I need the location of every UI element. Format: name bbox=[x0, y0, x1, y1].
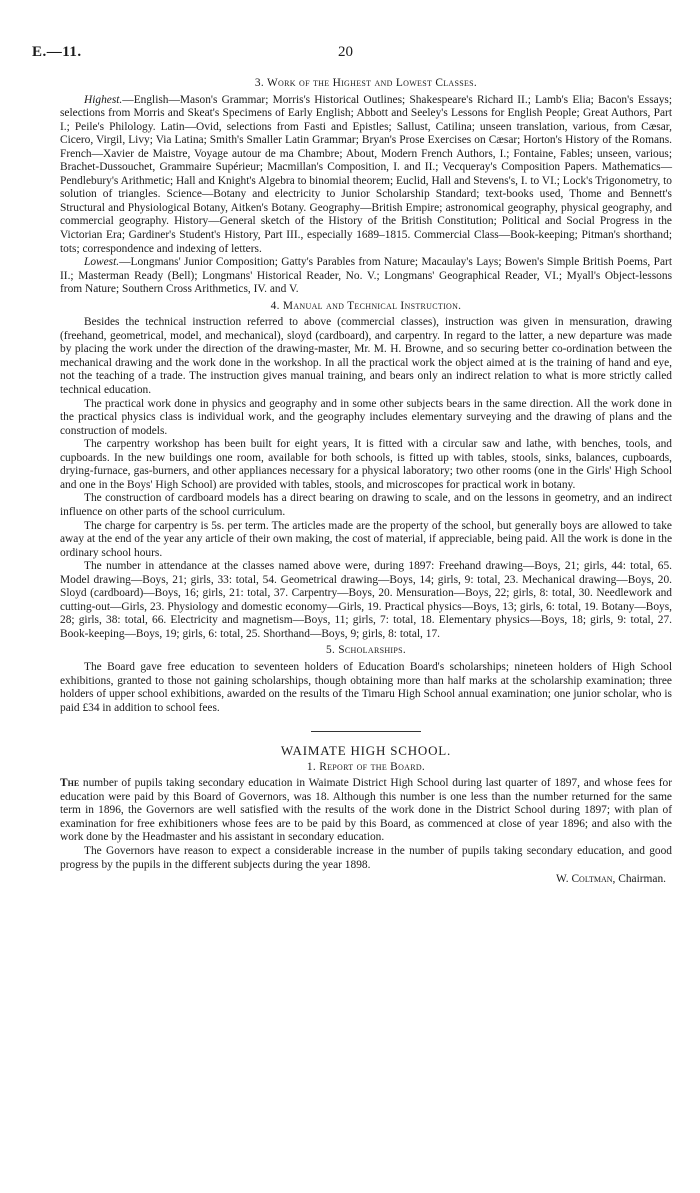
paragraph-carpentry-workshop: The carpentry workshop has been built for eight years, It is fitted with a circular saw and lathe, with benches, tools, and cupboards. In the new buildings one room, available for both schools, is fitted up with tables, stools, sinks, balances, cupboards, drying-furnace, gas-burners, and other appliances necessary for a physical laboratory; two other rooms (one in the Girls' High School and one in the Boys' High School) are provided with tables, stools, and microscopes for practical work in botany. bbox=[60, 438, 672, 491]
signature bbox=[60, 873, 672, 887]
section-heading-scholarships: 5. Scholarships. bbox=[325, 644, 407, 657]
lowest-text: —Longmans' Junior Composition; Gatty's Parables from Nature; Macaulay's Lays; Bowen's Simple British Poems, Part II.; Masterman Ready (Bell); Longmans' Historical Reader, No. V.; Longmans' Geographical Reader, VI.; Myall's Object-lessons from Nature; Southern Cross Arithmetics, IV. and V. bbox=[60, 256, 672, 296]
highest-lead: Highest. bbox=[84, 93, 123, 106]
paragraph-technical-instruction: Besides the technical instruction referred to above (commercial classes), instruction was given in mensuration, drawing (freehand, geometrical, model, and mechanical), sloyd (cardboard), and carpentry. In regard to the latter, a new departure was made by placing the work under the direction of the drawing-master, Mr. M. H. Browne, and so securing better co-ordination between the mechanical drawing and the work done in the workshop. In all the practical work the object aimed at is the training of hand and eye, not the teaching of a trade. The instruction gives manual training, and bears only an indirect relation to what is more strictly called technical education. bbox=[60, 316, 672, 397]
report-text: number of pupils taking secondary education in Waimate District High School during last quarter of 1897, and whose fees for education were paid by this Board of Governors, was 18. Although this number is one less than the number returned for the same term in 1896, the Governors are well satisfied with the results of the work done in the District School during 1897; with plan of examination for free exhibitioners whose fees are to be paid by this Board, as commenced at close of year 1896; and also with the work done by the Headmaster and his assistant in secondary education. bbox=[60, 777, 672, 844]
document-body bbox=[60, 74, 672, 887]
page-reference: E.—11. bbox=[32, 44, 82, 60]
paragraph-practical-work: The practical work done in physics and geography and in some other subjects bears in the same direction. All the work done in the practical physics class is individual work, and the geography includes elementary surveying and the drawing of plans and the construction of models. bbox=[60, 397, 672, 437]
highest-text: —English—Mason's Grammar; Morris's Historical Outlines; Shakespeare's Richard II.; Lamb's Elia; Bacon's Essays; selections from Morris and Skeat's Specimens of Early English; Abbott and Seeley's Lessons for English People; Great Authors, Part I.; Peile's Philology. Latin—Ovid, selections from Fasti and Epistles; Sallust, Catilina; unseen translation, various, from Cæsar, Cicero, Virgil, Livy; Via Latina; Smith's Smaller Latin Grammar; Bryan's Prose Exercises on Cæsar; Horton's History of the Romans. French—Xavier de Maistre, Voyage autour de ma Chambre; About, Modern French Authors, I.; Fontaine, Fables; unseen, various; Brachet-Dussouchet, Grammaire Supérieur; Macmillan's Composition, I. and II.; Vecqueray's Composition Papers. Mathematics—Pendlebury's Arithmetic; Hall and Knight's Algebra to binomial theorem; Euclid, Hall and Stevens's, I. to VI.; Lock's Trigonometry, to solution of triangles. Science—Botany and electricity to Junior Scholarship Standard; text-books used, Thome and Bennett's Structural and Physiological Botany, Aitken's Botany. Geography—British Empire; astronomical geography, physical geography, and commercial geography. History—General sketch of the History of the British Constitution; Political and Social Progress in the Victorian Era; Gardiner's Student's History, Part III., especially 1689–1815. Commercial Class—Book-keeping; Pitman's shorthand; tots; correspondence and indexing of letters. bbox=[60, 93, 672, 255]
paragraph-attendance-numbers: The number in attendance at the classes named above were, during 1897: Freehand drawing—Boys, 21; girls, 44: total, 65. Model drawing—Boys, 21; girls, 33: total, 54. Geometrical drawing—Boys, 14; girls, 9: total, 23. Mechanical drawing—Boys, 20. Sloyd (cardboard)—Boys, 16; girls, 21: total, 37. Carpentry—Boys, 20. Mensuration—Boys, 22; girls, 8: total, 30. Needlework and cutting-out—Girls, 23. Physiology and domestic economy—Girls, 19. Practical physics—Boys, 13; girls, 6: total, 19. Botany—Boys, 28; girls, 38: total, 66. Electricity and magnetism—Boys, 11; girls, 7: total, 18. Elementary physics—Boys, 18; girls, 9: total, 27. Book-keeping—Boys, 19; girls, 6: total, 25. Shorthand—Boys, 9; girls, 8: total, 17. bbox=[60, 560, 672, 640]
paragraph-lowest-class bbox=[60, 256, 672, 297]
school-title: WAIMATE HIGH SCHOOL. bbox=[280, 743, 452, 759]
section-heading-report-of-board: 1. Report of the Board. bbox=[306, 760, 426, 773]
paragraph-governors-expectation: The Governors have reason to expect a considerable increase in the number of pupils taking secondary education, and good progress by the pupils in the different subjects during the year 1898. bbox=[60, 844, 672, 871]
paragraph-carpentry-charge: The charge for carpentry is 5s. per term. The articles made are the property of the school, but generally boys are allowed to take away at the end of the year any article of their own making, the cost of material, if appreciable, being paid. All the work is done in the ordinary school hours. bbox=[60, 519, 672, 559]
paragraph-cardboard-models: The construction of cardboard models has a direct bearing on drawing to scale, and on the lessons in geometry, and an indirect influence on other parts of the school curriculum. bbox=[60, 492, 672, 518]
page-number: 20 bbox=[338, 44, 353, 60]
section-heading-work-of-classes: 3. Work of the Highest and Lowest Classes. bbox=[254, 77, 478, 89]
paragraph-board-report bbox=[60, 777, 672, 845]
report-lead-word: The bbox=[60, 777, 80, 790]
paragraph-scholarships: The Board gave free education to seventeen holders of Education Board's scholarships; nineteen holders of High School exhibitions, granted to those not gaining scholarships, though obtaining more than half marks at the scholarship examination; three holders of upper school exhibitions, awarded on the results of the Timaru High School annual examination; one junior scholar, who is paid £34 in addition to school fees. bbox=[60, 660, 672, 714]
paragraph-highest-class bbox=[60, 94, 672, 257]
signature-name: W. Coltman bbox=[556, 873, 613, 886]
lowest-lead: Lowest. bbox=[84, 256, 120, 269]
signature-title: , Chairman. bbox=[612, 873, 666, 886]
section-heading-manual-instruction: 4. Manual and Technical Instruction. bbox=[270, 299, 462, 312]
section-divider bbox=[311, 731, 421, 732]
